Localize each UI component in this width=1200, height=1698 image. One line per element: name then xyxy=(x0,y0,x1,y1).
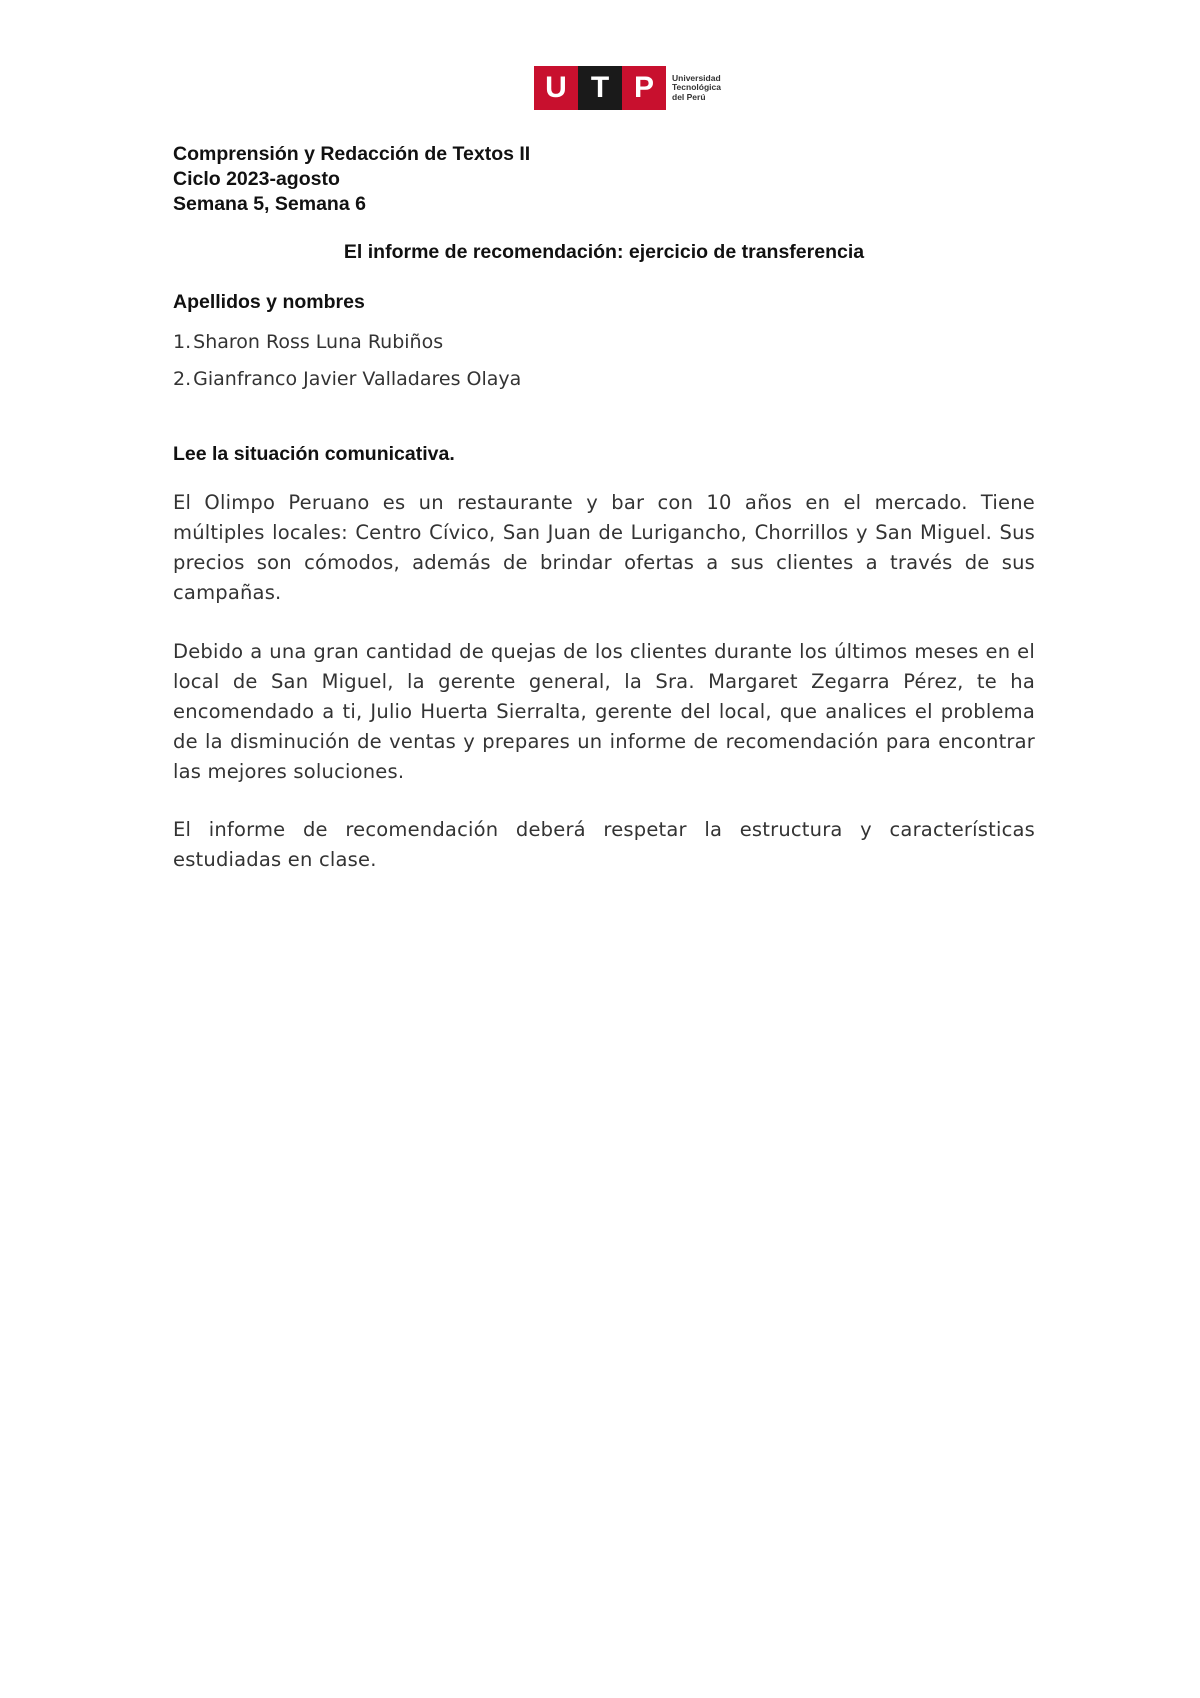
logo-wordmark-line: del Perú xyxy=(672,91,706,102)
member-name: Sharon Ross Luna Rubiños xyxy=(193,331,444,353)
logo-wordmark xyxy=(672,74,721,103)
logo-letter-p: P xyxy=(622,66,666,110)
course-name: Comprensión y Redacción de Textos II xyxy=(173,143,531,165)
logo-letter-t: T xyxy=(578,66,622,110)
logo-wordmark-line: Tecnológica xyxy=(672,82,721,93)
list-item xyxy=(173,361,521,398)
member-name: Gianfranco Javier Valladares Olaya xyxy=(193,367,522,390)
paragraph: El informe de recomendación deberá respetar la estructura y características estudiadas en clase. xyxy=(173,818,1035,871)
list-number: 2. xyxy=(173,367,192,390)
course-header xyxy=(173,142,530,217)
members-label: Apellidos y nombres xyxy=(173,291,365,313)
members-list xyxy=(173,324,521,397)
document-title: El informe de recomendación: ejercicio de transferencia xyxy=(343,241,865,263)
logo-letter-u: U xyxy=(534,66,578,110)
list-number: 1. xyxy=(173,331,192,353)
course-cycle: Ciclo 2023-agosto xyxy=(173,168,340,190)
utp-logo xyxy=(534,66,721,110)
logo-wordmark-line: Universidad xyxy=(672,72,721,83)
paragraph: El Olimpo Peruano es un restaurante y bar con 10 años en el mercado. Tiene múltiples locales: Centro Cívico, San Juan de Lurigancho, Chorrillos y San Miguel. Sus precios son cómodos, además de brindar ofertas a sus clientes a través de sus campañas. xyxy=(173,491,1035,604)
list-item xyxy=(173,324,521,361)
situation-label: Lee la situación comunicativa. xyxy=(173,443,455,465)
paragraph: Debido a una gran cantidad de quejas de los clientes durante los últimos meses en el local de San Miguel, la gerente general, la Sra. Margaret Zegarra Pérez, te ha encomendado a ti, Julio Huerta Sierralta, gerente del local, que analices el problema de la disminución de ventas y prepares un informe de recomendación para encontrar las mejores soluciones. xyxy=(173,640,1035,783)
course-weeks: Semana 5, Semana 6 xyxy=(173,193,366,215)
